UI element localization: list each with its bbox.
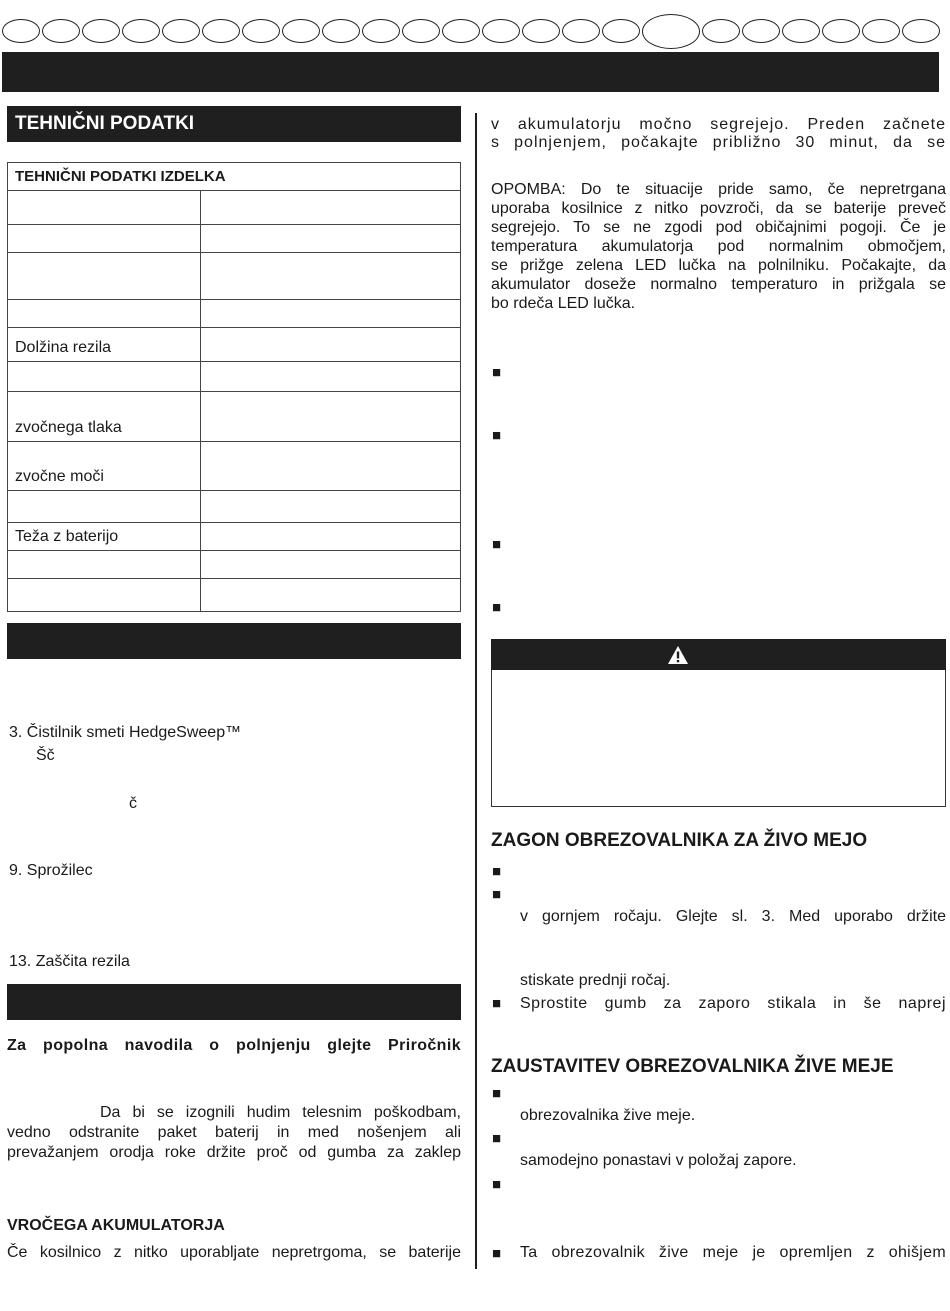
spec-value-cell	[201, 442, 461, 491]
page-tab-oval	[902, 19, 940, 43]
continued-line-1: v akumulatorju močno segrejejo. Preden začnete	[491, 116, 946, 133]
bullet-marker: ■	[492, 364, 502, 381]
start-heading: ZAGON OBREZOVALNIKA ZA ŽIVO MEJO	[491, 830, 868, 851]
charging-lead: Za popolna navodila o polnjenju glejte Priročnik	[7, 1037, 461, 1054]
note-line: OPOMBA: Do te situacije pride samo, če nepretrgana	[491, 181, 946, 198]
part-item-9: 9. Sprožilec	[9, 862, 93, 879]
spec-table-row	[8, 191, 461, 225]
spec-table-row	[8, 579, 461, 612]
hot-battery-text: Če kosilnico z nitko uporabljate nepretrgoma, se baterije	[7, 1244, 461, 1261]
section-heading-tech: TEHNIČNI PODATKI	[7, 106, 461, 142]
note-line: akumulator doseže normalno temperaturo in prižgala se	[491, 276, 946, 293]
spec-table-row	[8, 253, 461, 300]
page-tab-oval	[402, 19, 440, 43]
note-line: bo rdeča LED lučka.	[491, 295, 636, 312]
spec-label-cell: Teža z baterijo	[8, 523, 201, 551]
spec-table-row	[8, 523, 461, 551]
page-tab-oval	[602, 19, 640, 43]
top-header-bar	[2, 52, 939, 92]
warning-box-header	[491, 639, 946, 670]
spec-label-cell	[8, 491, 201, 523]
page-tab-oval	[522, 19, 560, 43]
page-tab-oval	[202, 19, 240, 43]
spec-value-cell	[201, 579, 461, 612]
warning-line-1: Da bi se izognili hudim telesnim poškodbam,	[100, 1104, 461, 1121]
page-tab-oval	[162, 19, 200, 43]
start-text-2: stiskate prednji ročaj.	[520, 972, 671, 989]
spec-label-cell: zvočne moči	[8, 442, 201, 491]
bullet-marker: ■	[492, 427, 502, 444]
spec-value-cell	[201, 392, 461, 442]
bullet-marker: ■	[492, 599, 502, 616]
section-heading-charging	[7, 984, 461, 1020]
warning-line-3: prevažanjem orodja roke držite proč od gumba za zaklep	[7, 1144, 461, 1161]
page-tab-oval	[702, 19, 740, 43]
note-line: temperatura akumulatorja pod normalnim območjem,	[491, 238, 946, 255]
spec-table-row	[8, 362, 461, 392]
spec-value-cell	[201, 225, 461, 253]
spec-value-cell	[201, 362, 461, 392]
page-tab-oval	[82, 19, 120, 43]
spec-label-cell	[8, 191, 201, 225]
spec-label-cell	[8, 551, 201, 579]
spec-label-cell	[8, 253, 201, 300]
page-tab-oval	[42, 19, 80, 43]
warning-triangle-icon	[667, 645, 689, 665]
stop-text-2: samodejno ponastavi v položaj zapore.	[520, 1152, 797, 1169]
bullet-marker: ■	[492, 1245, 502, 1262]
page-tab-oval	[482, 19, 520, 43]
column-divider	[475, 113, 477, 1269]
page-tab-ovals	[0, 14, 950, 50]
section-heading-parts	[7, 623, 461, 659]
spec-label-cell: zvočnega tlaka	[8, 392, 201, 442]
start-text-3: Sprostite gumb za zaporo stikala in še naprej	[520, 995, 946, 1012]
page-tab-oval	[242, 19, 280, 43]
spec-table-title: TEHNIČNI PODATKI IZDELKA	[8, 163, 461, 191]
spec-label-cell	[8, 300, 201, 328]
page-tab-oval	[862, 19, 900, 43]
part-item-3: 3. Čistilnik smeti HedgeSweep™	[9, 724, 242, 741]
page-tab-oval	[442, 19, 480, 43]
note-line: uporaba kosilnice z nitko povzroči, da se baterije preveč	[491, 200, 946, 217]
spec-table-row	[8, 392, 461, 442]
spec-value-cell	[201, 253, 461, 300]
spec-table-row	[8, 491, 461, 523]
continued-line-2: s polnjenjem, počakajte približno 30 minut, da se	[491, 134, 946, 151]
spec-table-row	[8, 442, 461, 491]
bullet-marker: ■	[492, 536, 502, 553]
spec-table-row	[8, 328, 461, 362]
bullet-marker: ■	[492, 1130, 502, 1147]
start-text-1: v gornjem ročaju. Glejte sl. 3. Med uporabo držite	[520, 908, 946, 925]
page-tab-oval	[362, 19, 400, 43]
page-tab-oval	[2, 19, 40, 43]
bullet-marker: ■	[492, 886, 502, 903]
stop-heading: ZAUSTAVITEV OBREZOVALNIKA ŽIVE MEJE	[491, 1056, 894, 1077]
page-tab-oval	[322, 19, 360, 43]
hot-battery-heading: VROČEGA AKUMULATORJA	[7, 1217, 225, 1234]
spec-label-cell: Dolžina rezila	[8, 328, 201, 362]
page-tab-oval	[742, 19, 780, 43]
spec-table-row	[8, 300, 461, 328]
note-line: segrejejo. To se ne zgodi pod običajnimi pogoji. Če je	[491, 219, 946, 236]
spec-label-cell	[8, 579, 201, 612]
spec-value-cell	[201, 491, 461, 523]
spec-label-cell	[8, 362, 201, 392]
stop-text-1: obrezovalnika žive meje.	[520, 1107, 696, 1124]
part-item-13: 13. Zaščita rezila	[9, 953, 130, 970]
spec-value-cell	[201, 300, 461, 328]
spec-value-cell	[201, 328, 461, 362]
page-tab-oval	[822, 19, 860, 43]
page-tab-oval	[782, 19, 820, 43]
bullet-marker: ■	[492, 863, 502, 880]
note-paragraph	[491, 180, 946, 313]
spec-value-cell	[201, 523, 461, 551]
stop-text-3: Ta obrezovalnik žive meje je opremljen z ohišjem	[520, 1244, 946, 1261]
bullet-marker: ■	[492, 1085, 502, 1102]
bullet-marker: ■	[492, 1176, 502, 1193]
bullet-marker: ■	[492, 995, 502, 1012]
page-tab-oval	[122, 19, 160, 43]
page-tab-oval	[562, 19, 600, 43]
spec-value-cell	[201, 551, 461, 579]
spec-table	[7, 162, 461, 612]
spec-value-cell	[201, 191, 461, 225]
note-line: se prižge zelena LED lučka na polnilniku. Počakajte, da	[491, 257, 946, 274]
part-item-3-sub: Šč	[36, 747, 55, 764]
page-tab-oval	[282, 19, 320, 43]
spec-label-cell	[8, 225, 201, 253]
warning-line-2: vedno odstranite paket baterij in med nošenjem ali	[7, 1124, 461, 1141]
spec-table-row	[8, 551, 461, 579]
spec-table-row	[8, 225, 461, 253]
part-fragment: č	[129, 795, 137, 812]
page-tab-oval-active	[642, 14, 700, 49]
